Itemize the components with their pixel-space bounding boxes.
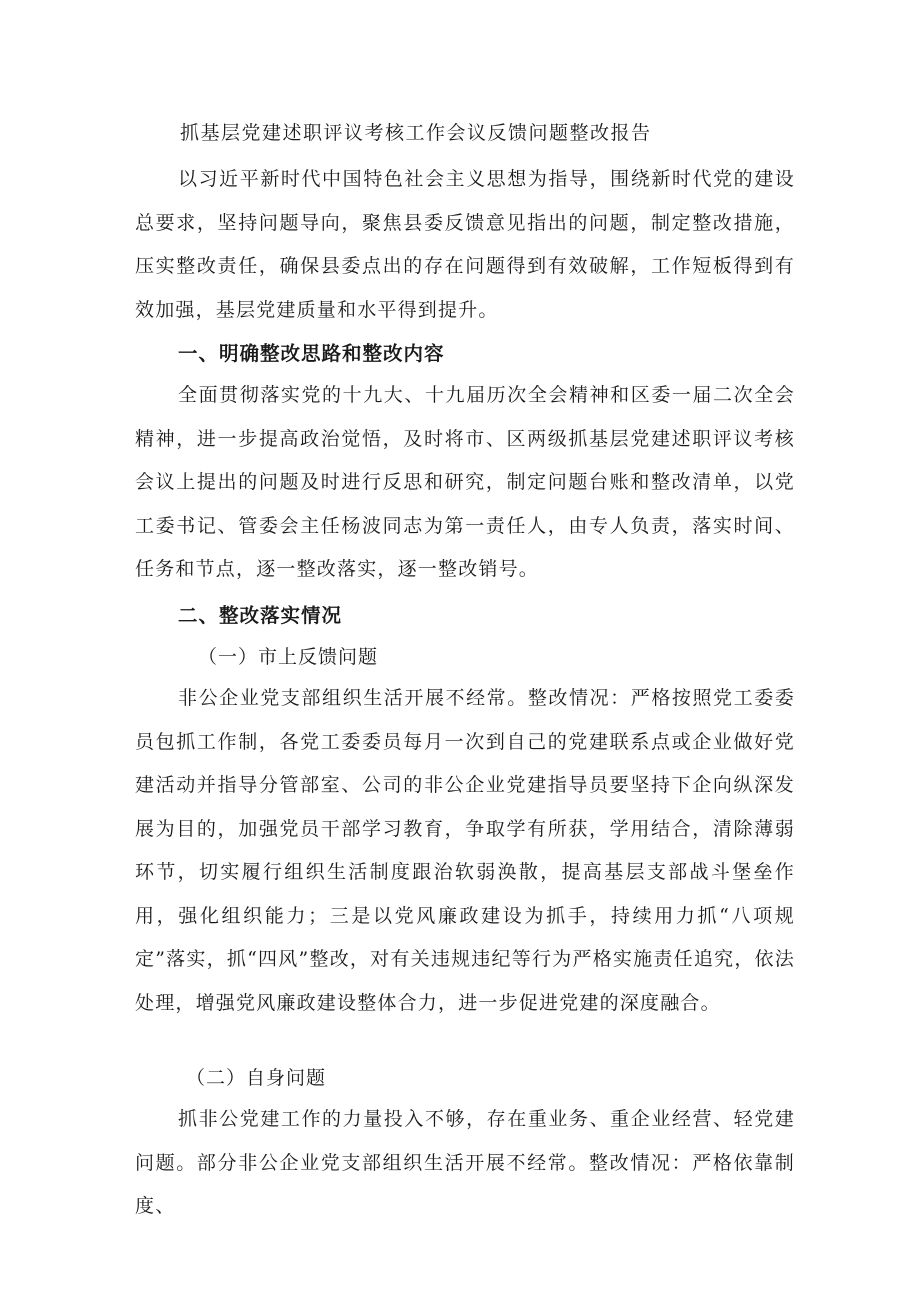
intro-paragraph: 以习近平新时代中国特色社会主义思想为指导，围绕新时代党的建设总要求，坚持问题导向，聚焦县委反馈意见指出的问题，制定整改措施，压实整改责任，确保县委点出的存在问题得到有效破解，工作短板得到有效加强，基层党建质量和水平得到提升。 — [135, 168, 795, 321]
section-1-heading: 一、明确整改思路和整改内容 — [178, 342, 445, 365]
subsection-1-paragraph: 非公企业党支部组织生活开展不经常。整改情况：严格按照党工委委员包抓工作制，各党工委委员每月一次到自己的党建联系点或企业做好党建活动并指导分管部室、公司的非公企业党建指导员要坚持下企向纵深发展为目的，加强党员干部学习教育，争取学有所获，学用结合，清除薄弱环节，切实履行组织生活制度跟治软弱涣散，提高基层支部战斗堡垒作用，强化组织能力；三是以党风廉政建设为抓手，持续用力抓“八项规定”落实，抓“四风”整改，对有关违规违纪等行为严格实施责任追究，依法处理，增强党风廉政建设整体合力，进一步促进党建的深度融合。 — [135, 687, 795, 1014]
section-2-heading: 二、整改落实情况 — [178, 604, 343, 627]
section-1-paragraph: 全面贯彻落实党的十九大、十九届历次全会精神和区委一届二次全会精神，进一步提高政治觉悟，及时将市、区两级抓基层党建述职评议考核会议上提出的问题及时进行反思和研究，制定问题台账和整改清单，以党工委书记、管委会主任杨波同志为第一责任人，由专人负责，落实时间、任务和节点，逐一整改落实，逐一整改销号。 — [135, 384, 795, 580]
document-title: 抓基层党建述职评议考核工作会议反馈问题整改报告 — [180, 122, 652, 144]
subsection-2-paragraph: 抓非公党建工作的力量投入不够，存在重业务、重企业经营、轻党建问题。部分非公企业党支部组织生活开展不经常。整改情况：严格依靠制度、 — [135, 1108, 795, 1217]
subsection-1-heading: （一）市上反馈问题 — [198, 646, 379, 668]
subsection-2-heading: （二）自身问题 — [186, 1067, 327, 1089]
